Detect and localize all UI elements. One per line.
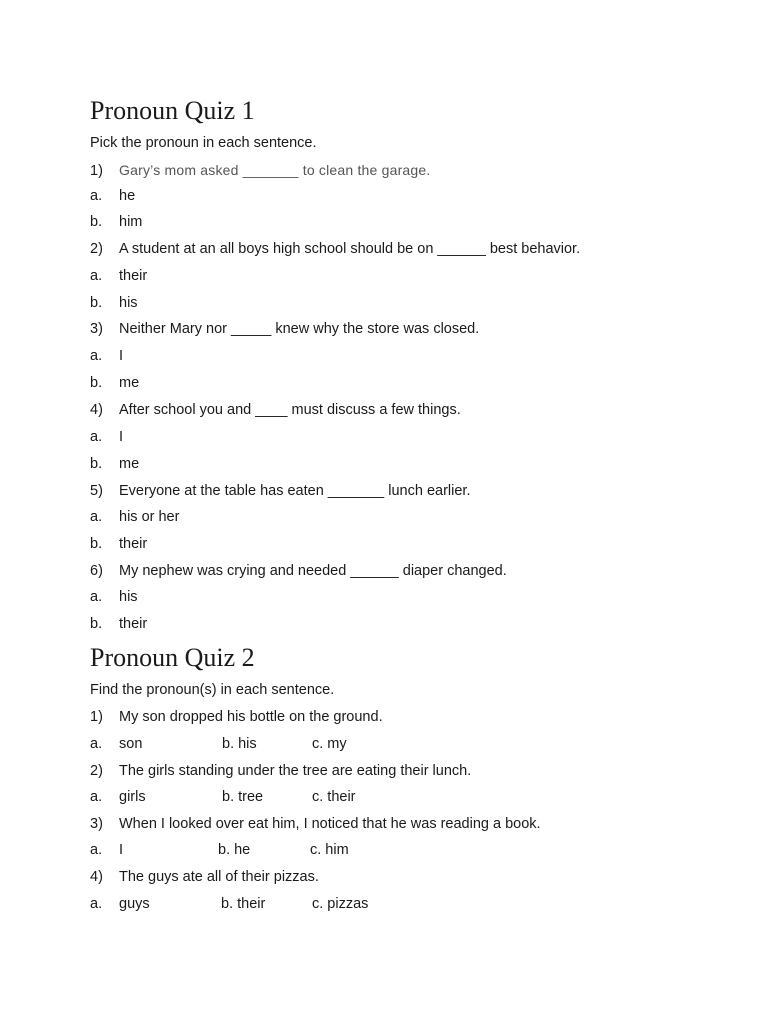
question-number: 3) <box>90 321 103 337</box>
option-letter: b. <box>90 616 103 632</box>
option-letter: b. <box>90 456 103 472</box>
question-text: The guys ate all of their pizzas. <box>119 869 319 885</box>
option-letter: a. <box>90 789 103 805</box>
option-a: girls <box>119 789 146 805</box>
quiz2-instruction: Find the pronoun(s) in each sentence. <box>90 682 335 698</box>
quiz2-title: Pronoun Quiz 2 <box>90 643 255 672</box>
question-text: A student at an all boys high school should be on ______ best behavior. <box>119 241 581 257</box>
option-a: I <box>119 842 124 858</box>
question-text: Gary’s mom asked _______ to clean the garage. <box>119 162 431 178</box>
question-number: 5) <box>90 483 103 499</box>
question-number: 2) <box>90 763 103 779</box>
option-text: he <box>119 188 136 204</box>
quiz1-q4-option-a <box>90 428 123 446</box>
option-letter: a. <box>90 268 103 284</box>
option-letter: a. <box>90 429 103 445</box>
question-number: 4) <box>90 869 103 885</box>
question-number: 3) <box>90 816 103 832</box>
option-letter: b. <box>90 375 103 391</box>
question-number: 2) <box>90 241 103 257</box>
option-letter: b. <box>90 295 103 311</box>
option-text: his or her <box>119 509 180 525</box>
question-number: 6) <box>90 563 103 579</box>
option-letter: a. <box>90 896 103 912</box>
option-text: his <box>119 589 138 605</box>
quiz1-question-4 <box>90 401 461 419</box>
quiz1-q4-option-b <box>90 455 139 473</box>
quiz1-question-1 <box>90 161 430 180</box>
option-c: c. him <box>310 842 349 858</box>
option-b: b. their <box>221 896 266 912</box>
question-text: When I looked over eat him, I noticed that he was reading a book. <box>119 816 541 832</box>
option-letter: a. <box>90 736 103 752</box>
quiz2-q3-options <box>90 841 349 859</box>
quiz2-q1-options <box>90 735 347 753</box>
quiz1-q2-option-b <box>90 294 138 312</box>
option-c: c. their <box>312 789 356 805</box>
option-b: b. his <box>222 736 257 752</box>
option-text: their <box>119 616 148 632</box>
option-b: b. he <box>218 842 251 858</box>
quiz1-q2-option-a <box>90 267 147 285</box>
option-letter: a. <box>90 589 103 605</box>
quiz2-q2-options <box>90 788 356 806</box>
quiz1-q5-option-a <box>90 508 179 526</box>
option-letter: a. <box>90 348 103 364</box>
question-text: After school you and ____ must discuss a few things. <box>119 402 461 418</box>
quiz1-q1-option-b <box>90 213 142 231</box>
option-b: b. tree <box>222 789 264 805</box>
option-letter: a. <box>90 188 103 204</box>
quiz2-question-2 <box>90 762 471 780</box>
option-a: guys <box>119 896 150 912</box>
question-text: Everyone at the table has eaten _______ lunch earlier. <box>119 483 471 499</box>
option-text: him <box>119 214 143 230</box>
quiz2-question-1 <box>90 708 383 726</box>
quiz2-question-3 <box>90 815 541 833</box>
option-letter: b. <box>90 536 103 552</box>
option-a: son <box>119 736 143 752</box>
quiz1-instruction: Pick the pronoun in each sentence. <box>90 135 317 151</box>
quiz1-q3-option-b <box>90 374 139 392</box>
option-text: I <box>119 429 124 445</box>
option-text: their <box>119 536 148 552</box>
quiz1-title: Pronoun Quiz 1 <box>90 96 255 125</box>
quiz1-question-6 <box>90 562 507 580</box>
option-text: his <box>119 295 138 311</box>
quiz1-q6-option-b <box>90 615 147 633</box>
quiz1-q3-option-a <box>90 347 123 365</box>
option-text: me <box>119 375 140 391</box>
quiz2-question-4 <box>90 868 319 886</box>
option-letter: a. <box>90 842 103 858</box>
option-c: c. pizzas <box>312 896 369 912</box>
question-number: 1) <box>90 163 103 179</box>
quiz1-question-2 <box>90 240 580 258</box>
option-text: me <box>119 456 140 472</box>
question-number: 4) <box>90 402 103 418</box>
quiz1-q1-option-a <box>90 187 135 205</box>
question-text: The girls standing under the tree are eating their lunch. <box>119 763 472 779</box>
option-text: I <box>119 348 124 364</box>
quiz1-q5-option-b <box>90 535 147 553</box>
option-letter: b. <box>90 214 103 230</box>
quiz2-q4-options <box>90 895 369 913</box>
quiz1-question-3 <box>90 320 479 338</box>
question-number: 1) <box>90 709 103 725</box>
option-letter: a. <box>90 509 103 525</box>
question-text: Neither Mary nor _____ knew why the store was closed. <box>119 321 480 337</box>
question-text: My son dropped his bottle on the ground. <box>119 709 383 725</box>
option-text: their <box>119 268 148 284</box>
option-c: c. my <box>312 736 347 752</box>
quiz1-q6-option-a <box>90 588 138 606</box>
question-text: My nephew was crying and needed ______ diaper changed. <box>119 563 507 579</box>
quiz1-question-5 <box>90 482 470 500</box>
